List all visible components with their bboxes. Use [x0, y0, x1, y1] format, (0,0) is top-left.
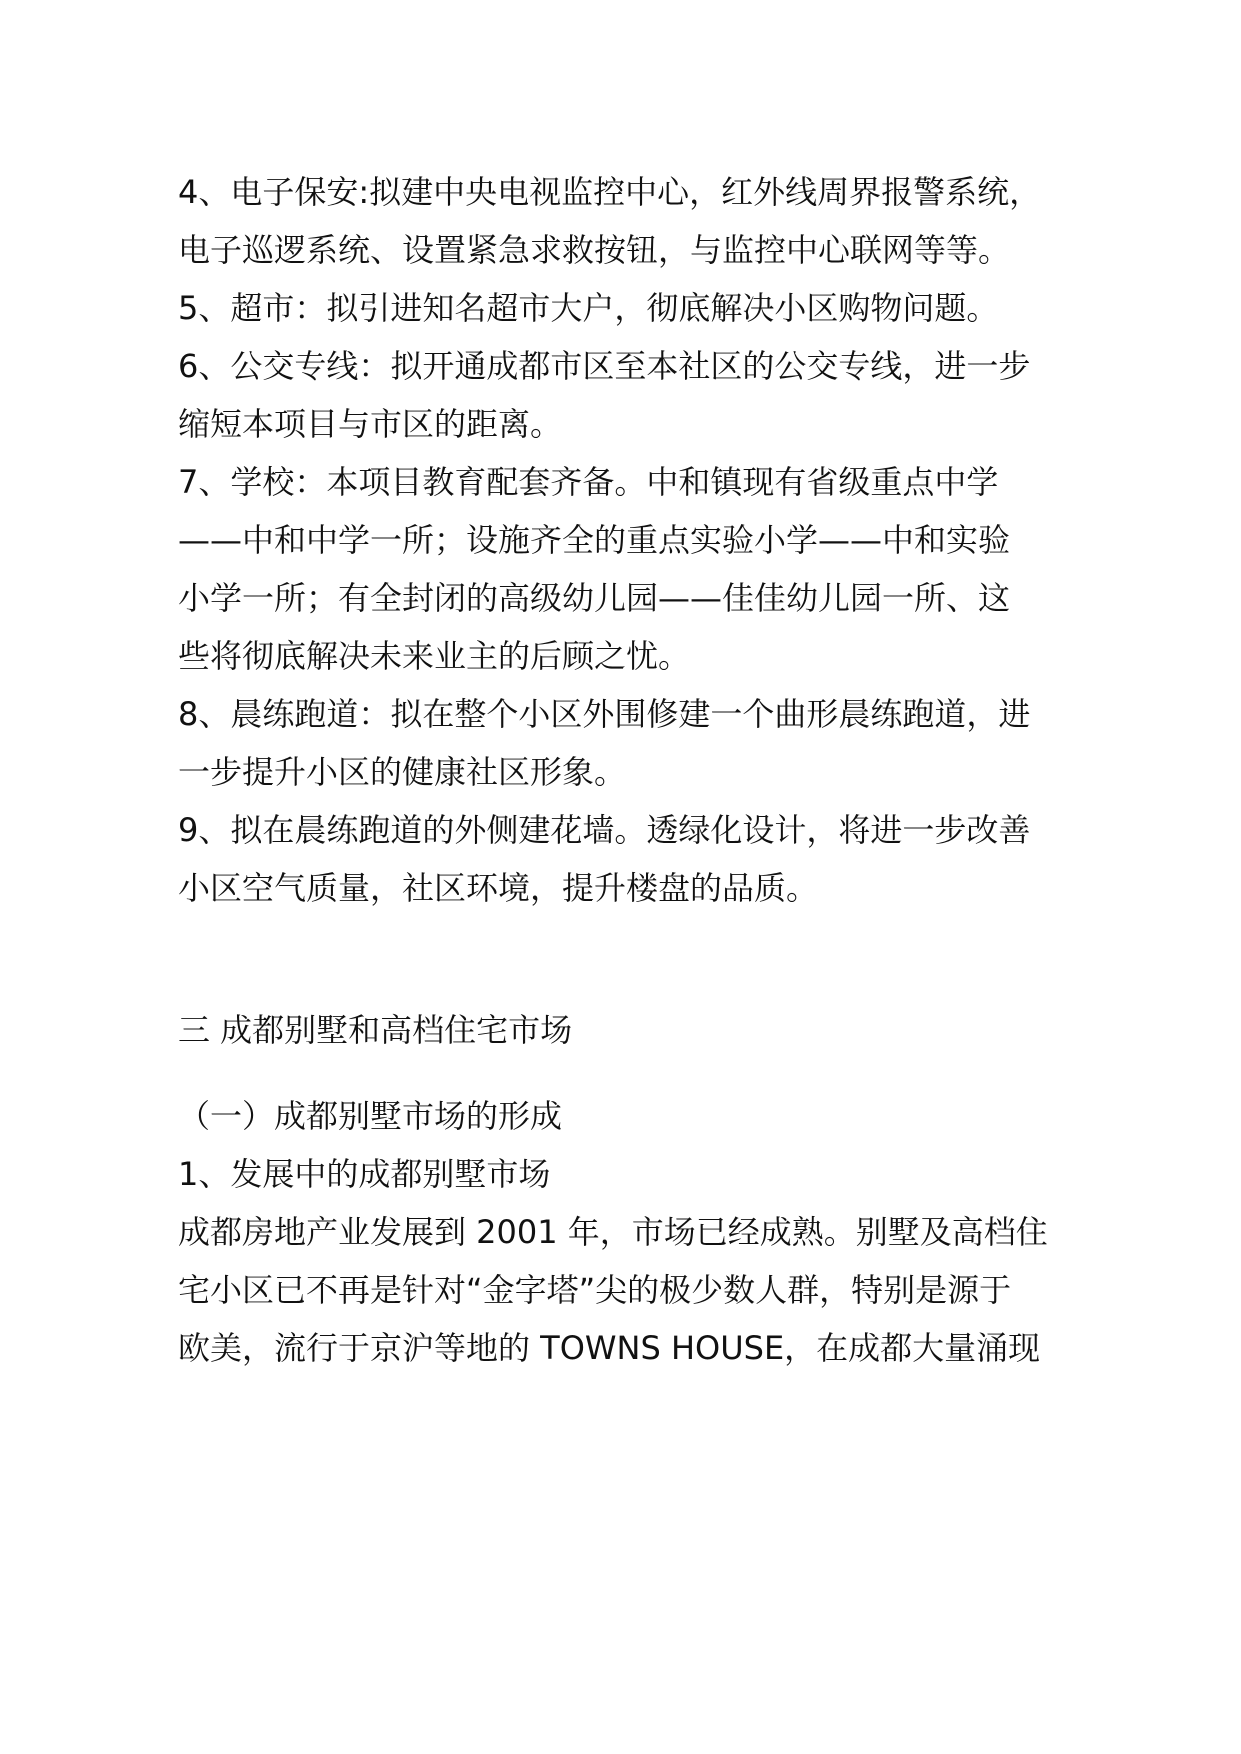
text-line-4: 6、公交专线：拟开通成都市区至本社区的公交专线，进一步: [178, 347, 1031, 385]
text-line-9: 些将彻底解决未来业主的后顾之忧。: [178, 637, 691, 675]
text-line-12: 9、拟在晨练跑道的外侧建花墙。透绿化设计，将进一步改善: [178, 811, 1031, 849]
subsection-heading: （一）成都别墅市场的形成: [178, 1097, 563, 1135]
section-heading: 三 成都别墅和高档住宅市场: [178, 1011, 573, 1049]
text-line-6: 7、学校：本项目教育配套齐备。中和镇现有省级重点中学: [178, 463, 999, 501]
body-line-2: 宅小区已不再是针对“金字塔”尖的极少数人群，特别是源于: [178, 1271, 1012, 1309]
text-line-3: 5、超市：拟引进知名超市大户，彻底解决小区购物问题。: [178, 289, 999, 327]
text-line-13: 小区空气质量，社区环境，提升楼盘的品质。: [178, 869, 819, 907]
text-line-8: 小学一所；有全封闭的高级幼儿园——佳佳幼儿园一所、这: [178, 579, 1011, 617]
text-line-11: 一步提升小区的健康社区形象。: [178, 753, 627, 791]
body-line-1: 成都房地产业发展到 2001 年，市场已经成熟。别墅及高档住: [178, 1213, 1048, 1251]
text-line-1: 4、电子保安:拟建中央电视监控中心，红外线周界报警系统，: [178, 173, 1042, 211]
text-line-10: 8、晨练跑道：拟在整个小区外围修建一个曲形晨练跑道，进: [178, 695, 1031, 733]
text-line-5: 缩短本项目与市区的距离。: [178, 405, 563, 443]
text-line-7: ——中和中学一所；设施齐全的重点实验小学——中和实验: [178, 521, 1011, 559]
body-line-3: 欧美，流行于京沪等地的 TOWNS HOUSE，在成都大量涌现: [178, 1329, 1041, 1367]
sub-item-heading: 1、发展中的成都别墅市场: [178, 1155, 551, 1193]
text-line-2: 电子巡逻系统、设置紧急求救按钮，与监控中心联网等等。: [178, 231, 1011, 269]
